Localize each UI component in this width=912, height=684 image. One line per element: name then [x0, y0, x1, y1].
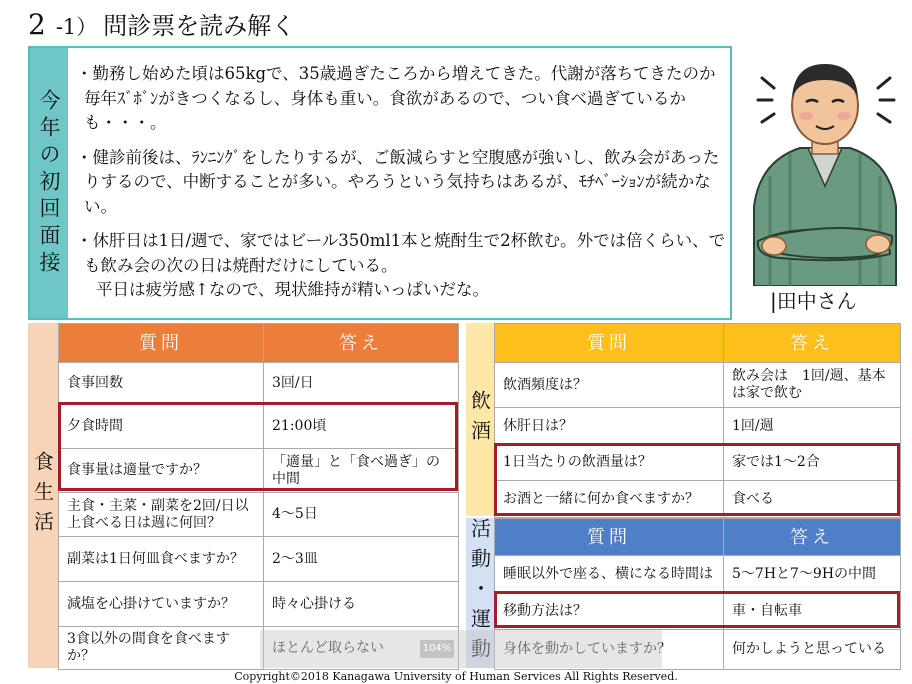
interview-label-text: 今年の初回面接 — [37, 88, 61, 278]
highlight-box — [58, 402, 458, 491]
slide-title — [28, 6, 295, 40]
question-cell: 睡眠以外で座る、横になる時間は — [495, 556, 724, 593]
question-cell: 主食・主菜・副菜を2回/日以上食べる日は週に何回？ — [59, 493, 264, 537]
diet-table — [58, 323, 459, 670]
title-number: 2 — [28, 8, 46, 41]
character-name: |田中さん — [770, 289, 857, 313]
question-cell: 減塩を心掛けていますか？ — [59, 582, 264, 627]
table-header-row — [495, 519, 901, 556]
question-cell: お酒と一緒に何か食べますか？ — [495, 481, 724, 518]
answer-cell: 家では1～2合 — [724, 445, 901, 481]
highlight-box — [494, 443, 900, 516]
bullet-text: ・勤務し始めた頃は65kgで、35歳過ぎたころから増えてきた。代謝が落ちてきたのか毎年ｽﾞﾎﾞﾝがきつくなるし、身体も重い。食欲があるので、つい食べ過ぎているかも・・・。 — [76, 64, 716, 132]
answer-cell: 2～3皿 — [264, 537, 459, 582]
title-text: 問診票を読み解く — [103, 12, 296, 40]
header-answer: 答え — [264, 324, 459, 363]
answer-cell: 食べる — [724, 481, 901, 518]
interview-bullet — [76, 62, 726, 136]
interview-bullet — [76, 146, 726, 220]
question-cell: 副菜は1日何皿食べますか？ — [59, 537, 264, 582]
bullet-continuation: 平日は疲労感↑なので、現状維持が精いっぱいだな。 — [96, 280, 489, 299]
header-answer: 答え — [724, 519, 901, 556]
header-question: 質問 — [59, 324, 264, 363]
answer-cell: 1回/週 — [724, 408, 901, 445]
answer-cell: 時々心掛ける — [264, 582, 459, 627]
table-row — [59, 363, 459, 404]
zoom-overlay — [260, 630, 662, 668]
question-cell: 身体を動かしていますか？ — [495, 630, 724, 670]
question-cell: 休肝日は？ — [495, 408, 724, 445]
activity-label-text: 活動・運動 — [467, 518, 492, 668]
header-question: 質問 — [495, 519, 724, 556]
diet-label-text: 食生活 — [30, 450, 55, 541]
interview-label — [30, 48, 68, 318]
zoom-level-indicator[interactable]: 104% — [420, 640, 454, 658]
answer-cell: 4～5日 — [264, 493, 459, 537]
answer-cell: 何かしようと思っている — [724, 630, 901, 670]
question-cell: 3食以外の間食を食べますか？ — [59, 627, 264, 670]
bullet-text: ・休肝日は1日/週で、家ではビール350ml1本と焼酎生で2杯飲む。外では倍くらい、でも飲み会の次の日は焼酎だけにしている。 — [76, 231, 726, 275]
interview-box — [28, 46, 732, 320]
table-row — [495, 556, 901, 593]
answer-cell: 3回/日 — [264, 363, 459, 404]
table-header-row — [495, 324, 901, 363]
answer-cell: 飲み会は 1回/週、基本は家で飲む — [724, 363, 901, 408]
table-row — [59, 537, 459, 582]
man-arms-crossed-illustration — [740, 36, 910, 286]
table-header-row — [59, 324, 459, 363]
highlight-box — [494, 591, 900, 628]
alcohol-label-text: 飲酒 — [467, 389, 492, 450]
bullet-text: ・健診前後は、ﾗﾝﾆﾝｸﾞをしたりするが、ご飯減らすと空腹感が強いし、飲み会があったりするので、中断することが多い。やろうという気持ちはあるが、ﾓﾁﾍﾞｰｼｮﾝが続かない。 — [76, 147, 720, 216]
diet-section-label — [28, 323, 58, 668]
answer-cell: 車・自転車 — [724, 593, 901, 630]
question-cell: 食事量は適量ですか？ — [59, 449, 264, 493]
alcohol-section-label — [466, 323, 494, 516]
table-row — [495, 408, 901, 445]
table-row — [59, 582, 459, 627]
answer-cell: 5～7Hと7～9Hの中間 — [724, 556, 901, 593]
question-cell: 夕食時間 — [59, 404, 264, 449]
copyright-footer: Copyright©2018 Kanagawa University of Human Services All Rights Reserved. — [234, 670, 678, 683]
table-row — [59, 493, 459, 537]
header-question: 質問 — [495, 324, 724, 363]
question-cell: 食事回数 — [59, 363, 264, 404]
answer-cell: ほとんど取らない — [264, 627, 459, 670]
answer-cell: 「適量」と「食べ過ぎ」の中間 — [264, 449, 459, 493]
answer-cell: 21:00頃 — [264, 404, 459, 449]
header-answer: 答え — [724, 324, 901, 363]
question-cell: 1日当たりの飲酒量は？ — [495, 445, 724, 481]
question-cell: 飲酒頻度は？ — [495, 363, 724, 408]
title-subnumber: -1） — [55, 15, 98, 39]
interview-bullet — [76, 229, 726, 303]
interview-body — [76, 62, 726, 313]
character-name-text: 田中さん — [776, 289, 857, 313]
table-row — [495, 363, 901, 408]
question-cell: 移動方法は？ — [495, 593, 724, 630]
